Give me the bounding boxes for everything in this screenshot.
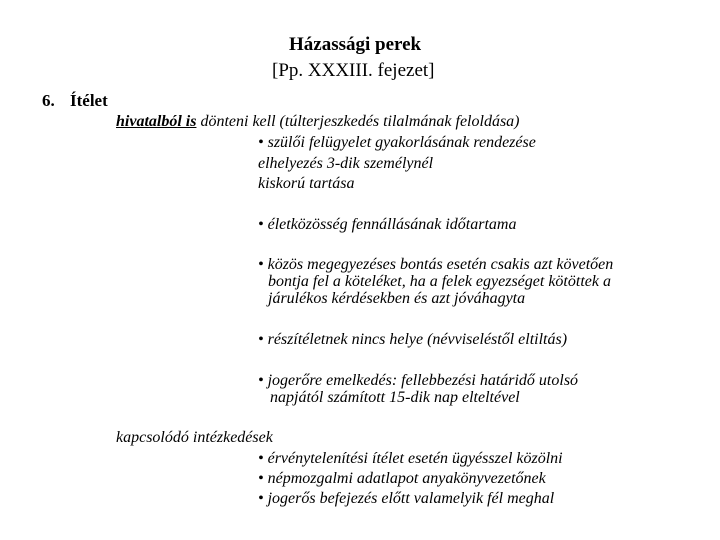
related-item-registrar: • népmozgalmi adatlapot anyakönyvezetőnek	[258, 470, 546, 487]
finality-cont: napjától számított 15-dik nap elteltével	[270, 389, 520, 406]
ex-officio-rest: dönteni kell (túlterjeszkedés tilalmának feloldása)	[196, 113, 520, 130]
related-heading: kapcsolódó intézkedések	[116, 429, 273, 446]
bullet-finality: • jogerőre emelkedés: fellebbezési határidő utolsó	[258, 372, 579, 389]
page-subtitle: [Pp. XXXIII. fejezet]	[272, 60, 435, 81]
related-item-prosecutor: • érvénytelenítési ítélet esetén ügyésszel közölni	[258, 450, 563, 467]
page-title: Házassági perek	[289, 34, 422, 55]
consensual-divorce-cont-2: járulékos kérdésekben és azt jóváhagyta	[268, 290, 526, 307]
bullet-cohabitation-duration: • életközösség fennállásának időtartama	[258, 216, 517, 233]
ex-officio-line	[116, 113, 520, 131]
section-number: 6.	[42, 91, 55, 110]
bullet-parental-custody: • szülői felügyelet gyakorlásának rendezése	[258, 134, 536, 151]
ex-officio-lead: hivatalból is	[116, 113, 197, 130]
minor-support: kiskorú tartása	[258, 175, 355, 192]
consensual-divorce-cont-1: bontja fel a köteléket, ha a felek egyezséget kötöttek a	[268, 273, 611, 290]
third-party-placement: elhelyezés 3-dik személynél	[258, 155, 434, 172]
section-heading: Ítélet	[70, 91, 108, 110]
bullet-partial-judgment: • részítéletnek nincs helye (névviseléstől eltiltás)	[258, 331, 568, 348]
related-item-party-death: • jogerős befejezés előtt valamelyik fél meghal	[258, 490, 555, 507]
bullet-consensual-divorce: • közös megegyezéses bontás esetén csakis azt követően	[258, 256, 614, 273]
